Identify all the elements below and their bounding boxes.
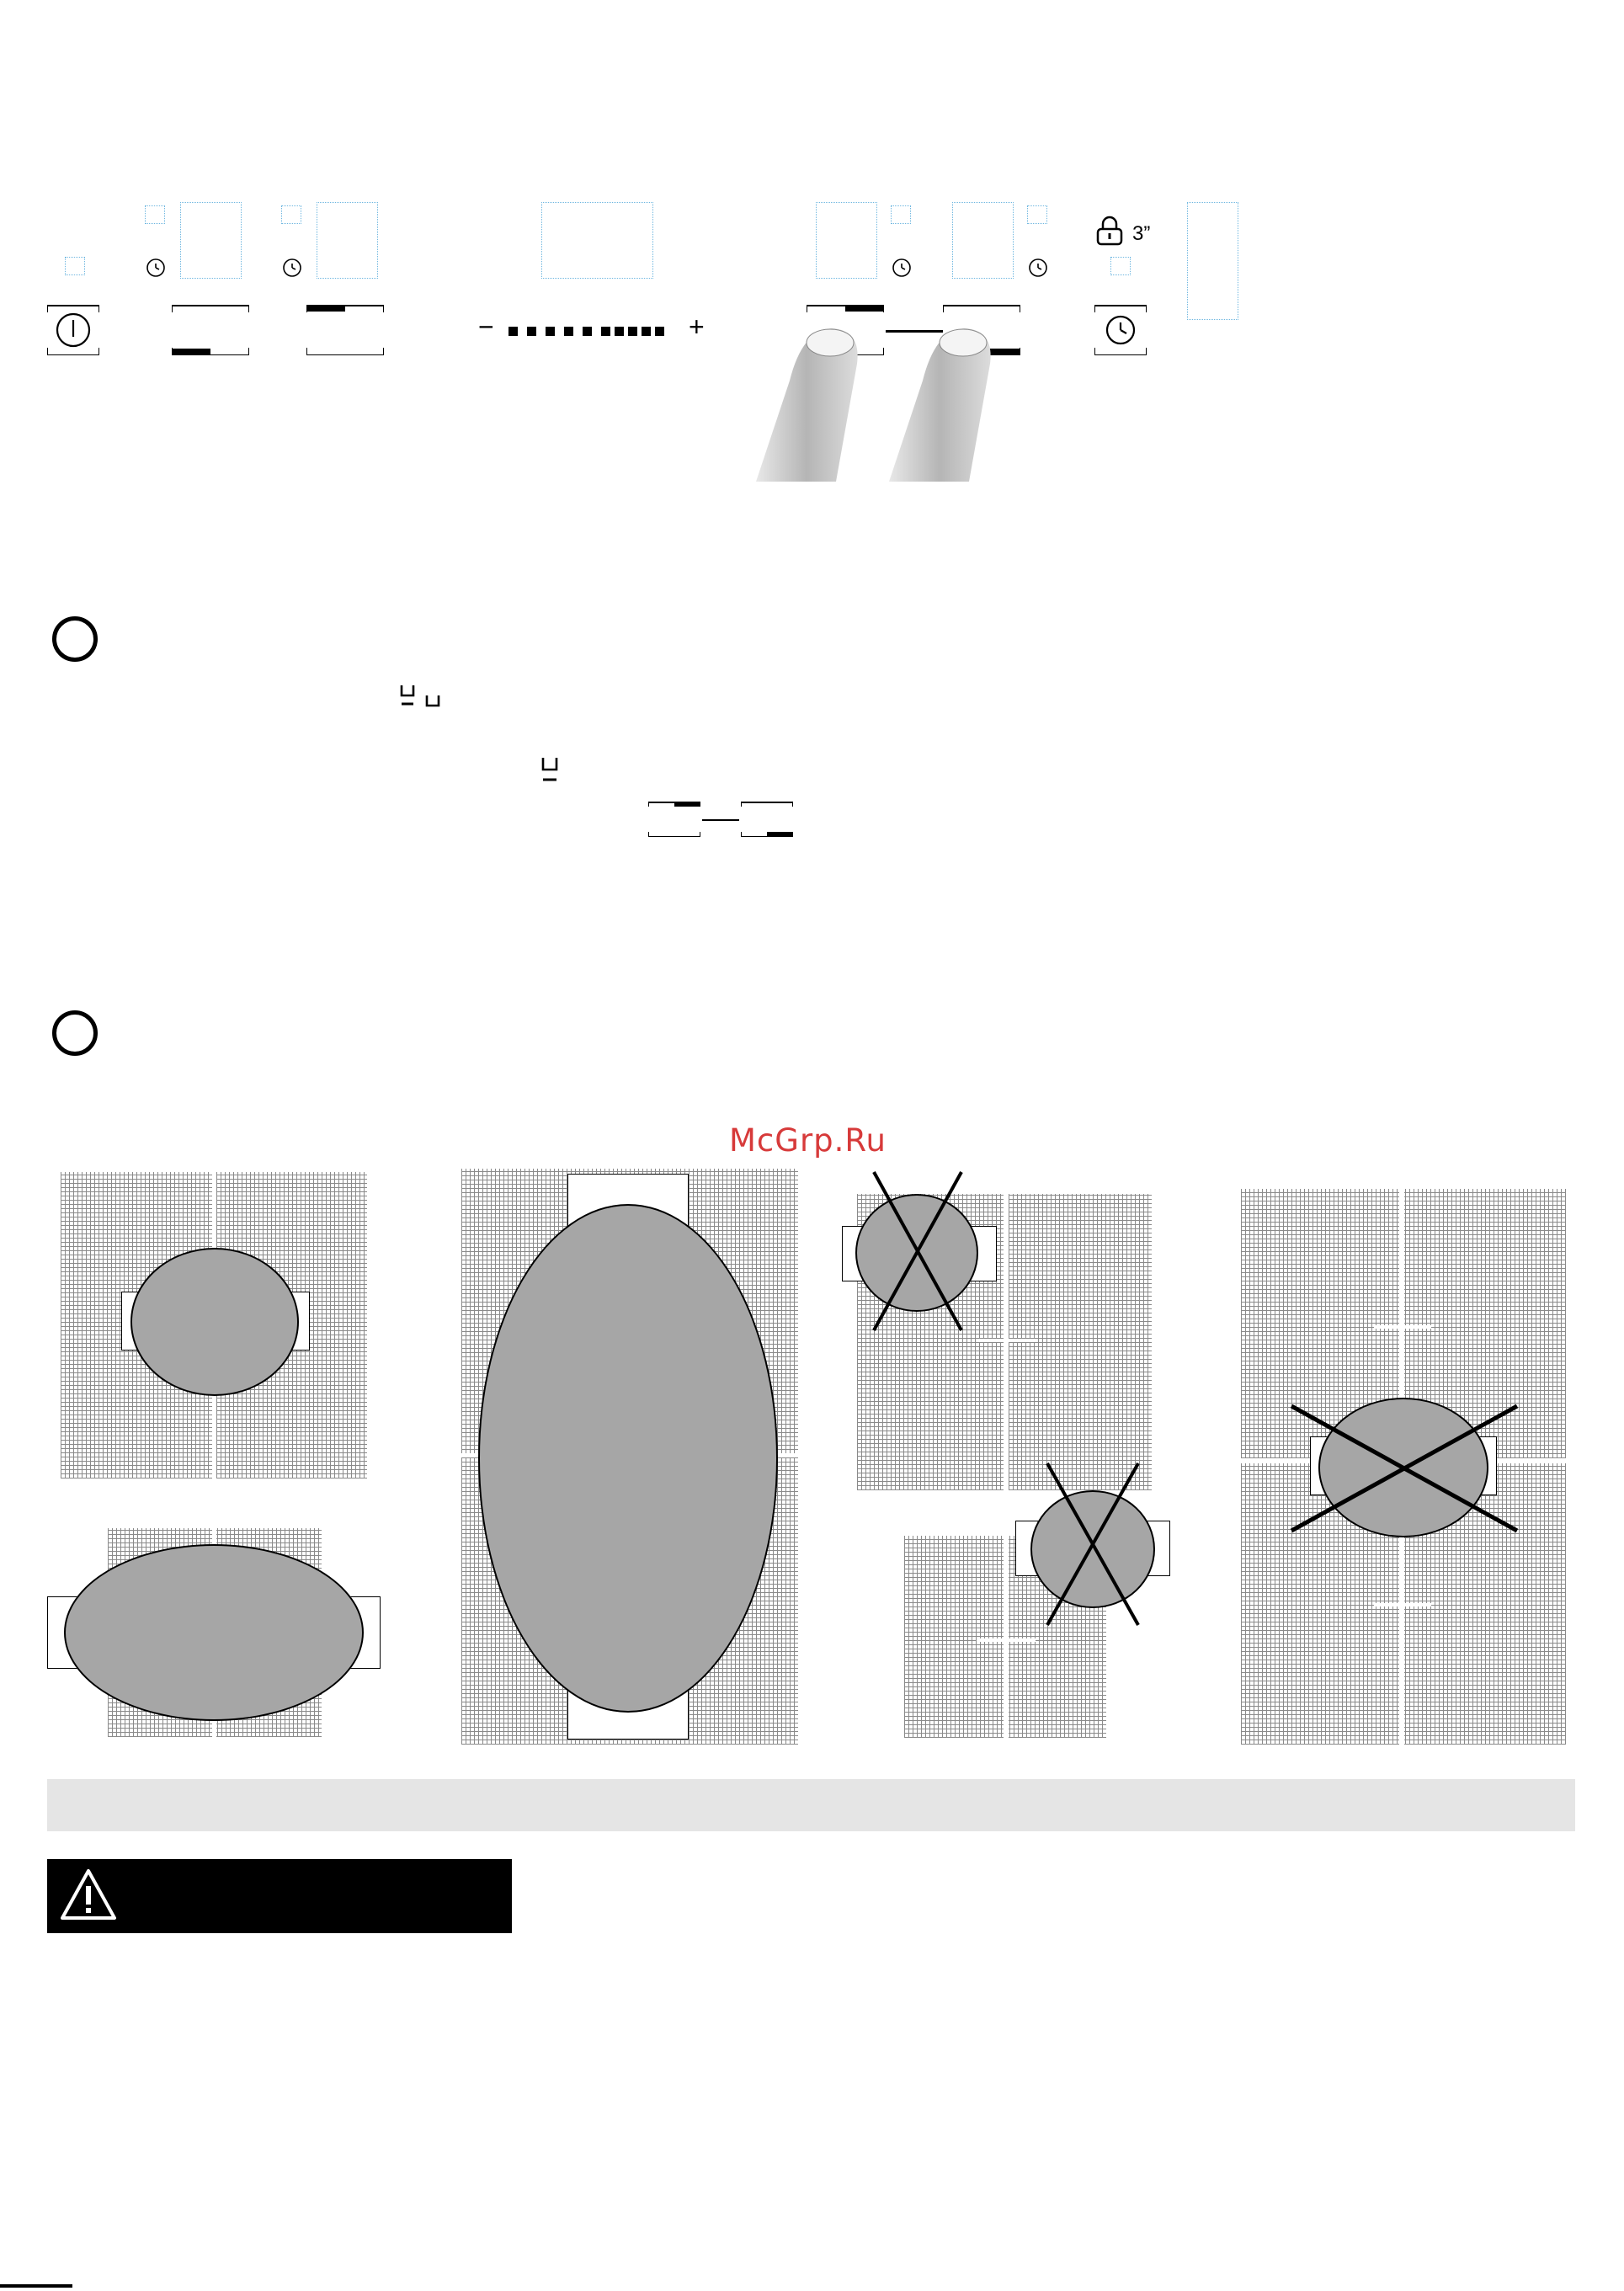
pan-symbol-pair <box>399 684 450 717</box>
zone-divider <box>1374 1325 1431 1329</box>
power-button[interactable] <box>47 305 99 355</box>
zone-display <box>317 202 378 279</box>
mini-zone-key <box>648 802 700 837</box>
zone-divider <box>1004 1194 1009 1490</box>
slider-step <box>615 327 624 336</box>
finger-icon <box>889 313 1024 482</box>
slider-step <box>628 327 637 336</box>
power-icon <box>55 312 92 349</box>
pan <box>478 1204 778 1713</box>
zone-indicator <box>1110 257 1131 275</box>
slider-minus[interactable]: − <box>478 312 494 342</box>
zone-indicator <box>281 205 301 224</box>
slider-step <box>546 327 555 336</box>
zone-display <box>180 202 242 279</box>
warning-triangle-icon <box>59 1867 118 1923</box>
zone-display <box>541 202 653 279</box>
cross-mark-icon <box>1041 1460 1145 1628</box>
slider-step <box>564 327 573 336</box>
pan <box>130 1248 299 1396</box>
step-marker <box>52 616 98 662</box>
mini-bridge-line <box>702 819 739 821</box>
timer-icon <box>891 257 913 279</box>
slider-step <box>655 327 664 336</box>
lock-icon <box>1095 216 1124 246</box>
zone-display <box>952 202 1014 279</box>
pan-symbol <box>540 756 562 793</box>
zone-display <box>816 202 877 279</box>
timer-icon <box>281 257 303 279</box>
zone-divider <box>977 1638 1036 1642</box>
pan <box>64 1544 364 1721</box>
finger-icon <box>756 313 891 482</box>
zone-position-marker <box>172 349 210 355</box>
warning-box <box>47 1859 512 1933</box>
zone-divider <box>977 1339 1036 1342</box>
step-marker <box>52 1010 98 1056</box>
zone-divider <box>1374 1603 1431 1606</box>
slider-step <box>527 327 536 336</box>
timer-icon <box>1027 257 1049 279</box>
cross-mark-icon <box>1288 1403 1520 1534</box>
zone-indicator <box>65 257 85 275</box>
mini-zone-key <box>741 802 793 837</box>
timer-icon <box>145 257 167 279</box>
zone-position-marker <box>306 305 345 312</box>
slider-step <box>642 327 651 336</box>
lock-delay-label: 3” <box>1132 222 1151 245</box>
slider-step <box>601 327 610 336</box>
power-slider[interactable] <box>478 312 714 345</box>
slider-plus[interactable]: + <box>689 312 705 342</box>
page-footer-rule <box>0 2284 72 2288</box>
slider-step <box>508 327 518 336</box>
zone-indicator <box>145 205 165 224</box>
zone-indicator <box>891 205 911 224</box>
timer-icon <box>1104 313 1137 347</box>
info-band <box>47 1779 1575 1831</box>
timer-button[interactable] <box>1094 305 1147 355</box>
cross-mark-icon <box>867 1169 968 1334</box>
zone-indicator <box>1027 205 1047 224</box>
zone-select-button[interactable] <box>172 305 249 355</box>
zone-display <box>1187 202 1238 320</box>
watermark: McGrp.Ru <box>729 1122 887 1159</box>
zone-position-marker <box>845 305 884 312</box>
zone-select-button[interactable] <box>306 305 384 355</box>
slider-step <box>583 327 592 336</box>
zone-divider <box>1004 1536 1009 1738</box>
